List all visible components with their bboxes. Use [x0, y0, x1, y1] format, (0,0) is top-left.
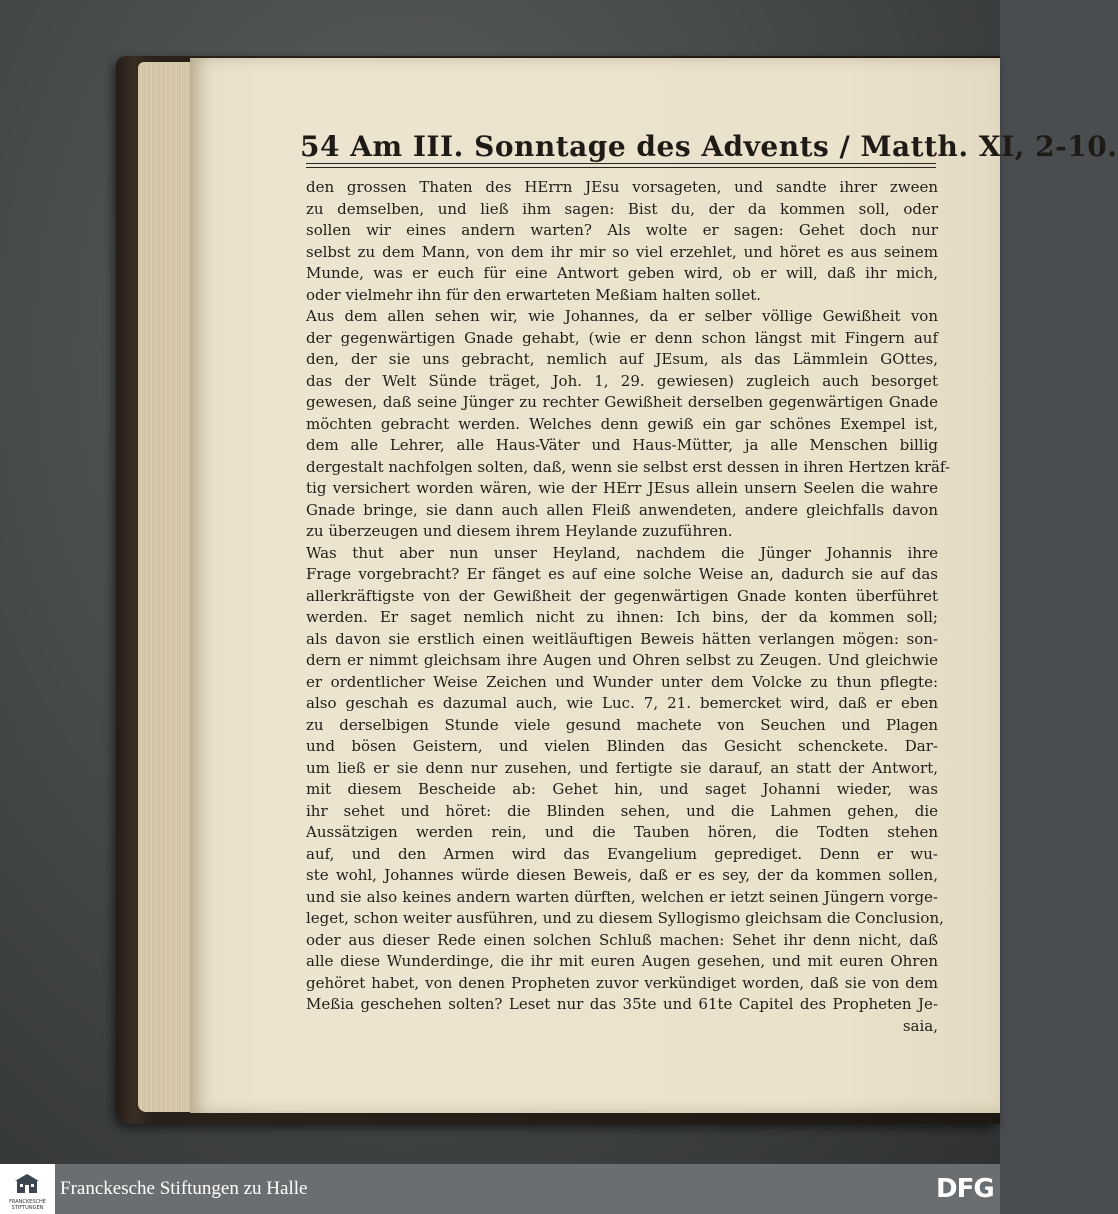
text-line: zu überzeugen und diesem ihrem Heylande zuzuführen. [306, 522, 733, 540]
text-line: alle diese Wunderdinge, die ihr mit euren Augen gesehen, und mit euren Ohren [306, 952, 938, 970]
running-header: 54 Am III. Sonntage des Advents / Matth. XI, 2-10. [300, 130, 1118, 163]
text-line: gehöret habet, von denen Propheten zuvor verkündiget worden, daß sie von dem [306, 973, 938, 992]
text-line: gewesen, daß seine Jünger zu rechter Gewißheit derselben gegenwärtigen Gnade [306, 393, 938, 411]
text-line: oder vielmehr ihn für den erwarteten Meßiam halten sollet. [306, 285, 761, 304]
institution-logo[interactable] [0, 1164, 55, 1214]
text-line: das der Welt Sünde träget, Joh. 1, 29. gewiesen) zugleich auch besorget [306, 371, 938, 390]
catchword: saia, [902, 1016, 938, 1035]
text-line: allerkräftigste von der Gewißheit der gegenwärtigen Gnade konten überführet [306, 586, 938, 605]
text-line: leget, schon weiter ausführen, und zu diesem Syllogismo gleichsam die Conclusion, [306, 909, 944, 927]
text-line: möchten gebracht werden. Welches denn gewiß ein gar schönes Exempel ist, [306, 414, 938, 433]
header-rule [306, 163, 936, 168]
text-line: Munde, was er euch für eine Antwort geben wird, ob er will, daß ihr mich, [306, 264, 938, 282]
text-line: den grossen Thaten des HErrn JEsu vorsageten, und sandte ihrer zween [306, 178, 938, 196]
text-line: mit diesem Bescheide ab: Gehet hin, und saget Johanni wieder, was [306, 780, 938, 798]
text-line: ste wohl, Johannes würde diesen Beweis, daß er es sey, der da kommen sollen, [306, 866, 938, 884]
text-line: dergestalt nachfolgen solten, daß, wenn sie selbst erst dessen in ihren Hertzen kräf- [306, 457, 951, 476]
text-line: er ordentlicher Weise Zeichen und Wunder unter dem Volcke zu thun pflegte: [306, 672, 938, 691]
building-icon [15, 1173, 39, 1193]
text-line: als davon sie erstlich einen weitläuftigen Beweis hätten verlangen mögen: son- [306, 629, 938, 648]
text-line: den, der sie uns gebracht, nemlich auf JEsum, als das Lämmlein GOttes, [306, 350, 938, 368]
viewer-footer [0, 1164, 1000, 1214]
text-line: zu derselbigen Stunde viele gesund machete von Seuchen und Plagen [306, 715, 938, 734]
text-line: der gegenwärtigen Gnade gehabt, (wie er denn schon längst mit Fingern auf [306, 328, 938, 347]
text-line: also geschah es dazumal auch, wie Luc. 7, 21. bemercket wird, daß er eben [306, 694, 938, 712]
text-line: und bösen Geistern, und vielen Blinden das Gesicht schenckete. Dar- [306, 737, 938, 755]
body-text [306, 177, 951, 1037]
text-line: Aussätzigen werden rein, und die Tauben hören, die Todten stehen [306, 823, 938, 841]
logo-text: FRANCKESCHE STIFTUNGEN [9, 1199, 46, 1211]
text-line: dern er nimmt gleichsam ihre Augen und Ohren selbst zu Zeugen. Und gleichwie [306, 651, 938, 669]
text-line: zu demselben, und ließ ihm sagen: Bist du, der da kommen soll, oder [306, 199, 938, 218]
text-line: selbst zu dem Mann, von dem ihr mir so viel erzehlet, und höret es aus seinem [306, 242, 938, 261]
text-line: Was thut aber nun unser Heyland, nachdem die Jünger Johannis ihre [306, 543, 938, 562]
institution-name[interactable]: Franckesche Stiftungen zu Halle [60, 1178, 308, 1199]
text-line: Aus dem allen sehen wir, wie Johannes, da er selber völlige Gewißheit von [306, 307, 938, 325]
text-line: oder aus dieser Rede einen solchen Schluß machen: Sehet ihr denn nicht, daß [306, 930, 938, 949]
dfg-logo[interactable]: DFG [936, 1174, 994, 1204]
text-line: und sie also keines andern warten dürften, welchen er ietzt seinen Jüngern vorge- [306, 887, 938, 906]
text-line: ihr sehet und höret: die Blinden sehen, und die Lahmen gehen, die [306, 801, 938, 820]
text-line: tig versichert worden wären, wie der HErr JEsus allein unsern Seelen die wahre [306, 479, 938, 497]
text-line: Meßia geschehen solten? Leset nur das 35te und 61te Capitel des Propheten Je- [306, 995, 938, 1013]
text-line: dem alle Lehrer, alle Haus-Väter und Haus-Mütter, ja alle Menschen billig [306, 436, 938, 454]
text-line: um ließ er sie denn nur zusehen, und fertigte sie darauf, an statt der Antwort, [306, 758, 938, 777]
text-line: sollen wir eines andern warten? Als wolte er sagen: Gehet doch nur [306, 221, 938, 239]
text-line: Frage vorgebracht? Er fänget es auf eine solche Weise an, dadurch sie auf das [306, 565, 938, 583]
text-line: Gnade bringe, sie dann auch allen Fleiß anwendeten, andere gleichfalls davon [306, 500, 938, 519]
text-line: auf, und den Armen wird das Evangelium geprediget. Denn er wu- [306, 844, 938, 863]
text-line: werden. Er saget nemlich nicht zu ihnen: Ich bins, der da kommen soll; [306, 608, 938, 626]
